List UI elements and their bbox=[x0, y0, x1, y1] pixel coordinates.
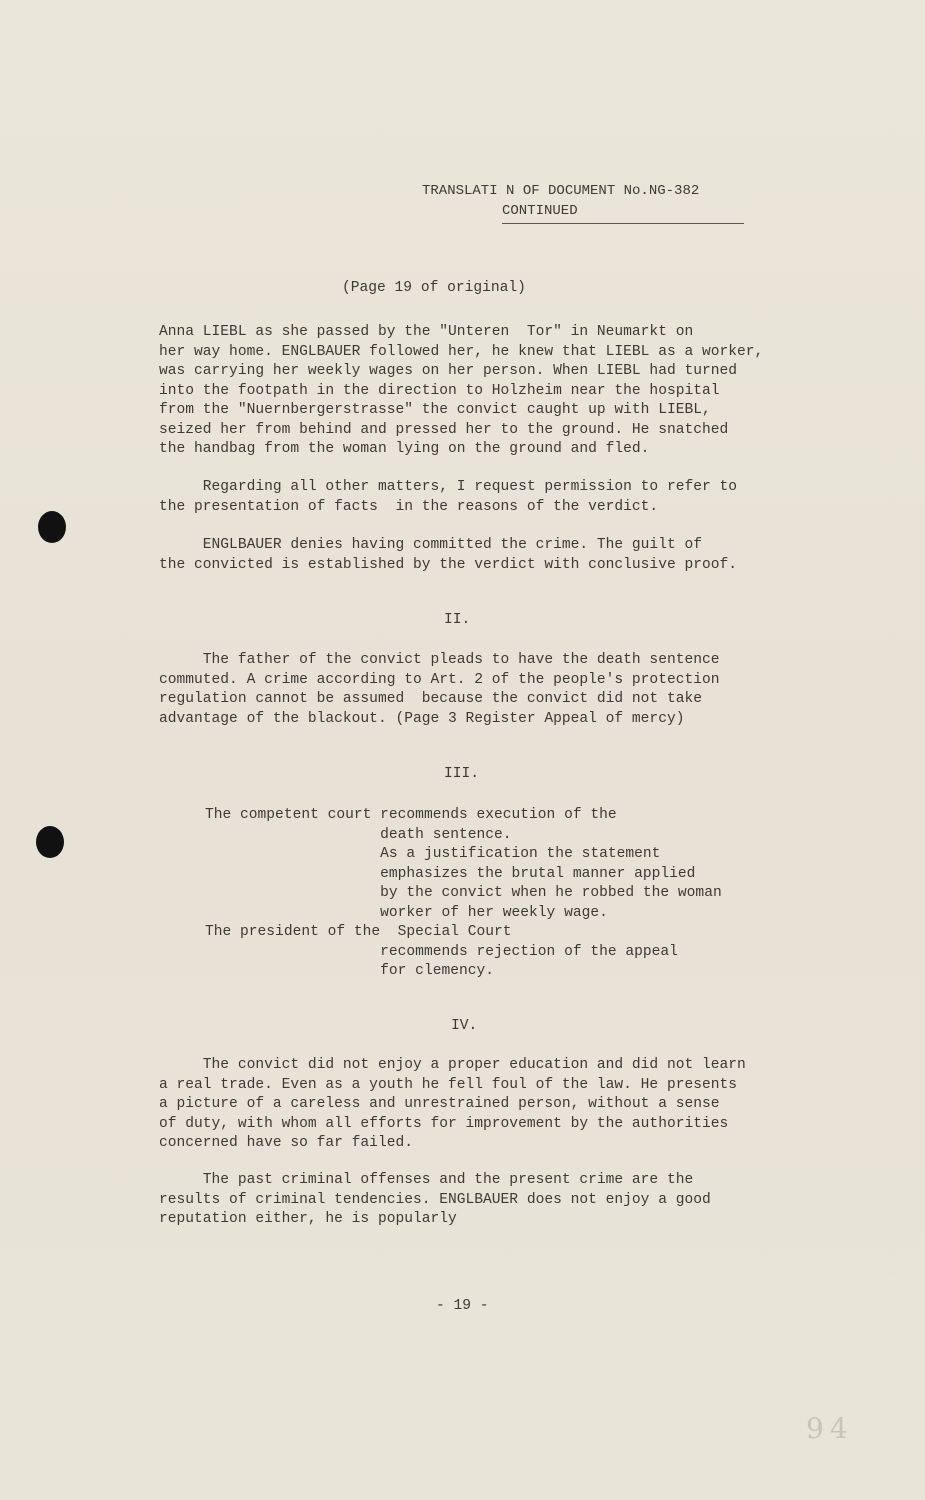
text-line: worker of her weekly wage. bbox=[205, 904, 608, 921]
text-line: Regarding all other matters, I request permission to refer to bbox=[159, 479, 738, 495]
text-line: The convict did not enjoy a proper education and did not learn bbox=[159, 1057, 746, 1073]
text-line: of duty, with whom all efforts for improvement by the authorities bbox=[159, 1115, 729, 1132]
text-line: The father of the convict pleads to have the death sentence bbox=[159, 652, 720, 668]
text-line: recommends rejection of the appeal bbox=[205, 943, 678, 960]
text-line: reputation either, he is popularly bbox=[159, 1211, 457, 1227]
paragraph-other-matters bbox=[159, 478, 737, 517]
paragraph-robbery-account bbox=[159, 323, 763, 460]
text-line: her way home. ENGLBAUER followed her, he knew that LIEBL as a worker, bbox=[159, 343, 764, 360]
paragraph-convict-background bbox=[159, 1056, 746, 1154]
paragraph-court-recommendations bbox=[205, 806, 722, 982]
paragraph-father-plea bbox=[159, 651, 720, 729]
text-line: the handbag from the woman lying on the ground and fled. bbox=[159, 441, 650, 457]
punch-hole-upper bbox=[38, 511, 66, 543]
handwritten-page-note: 94 bbox=[806, 1412, 854, 1445]
text-line: the presentation of facts in the reasons of the verdict. bbox=[159, 498, 659, 515]
text-line: from the "Nuernbergerstrasse" the convict caught up with LIEBL, bbox=[159, 402, 711, 418]
text-line: a picture of a careless and unrestrained person, without a sense bbox=[159, 1096, 720, 1112]
text-line: Anna LIEBL as she passed by the "Unteren Tor" in Neumarkt on bbox=[159, 324, 694, 340]
text-line: results of criminal tendencies. ENGLBAUER does not enjoy a good bbox=[159, 1191, 711, 1208]
text-line: advantage of the blackout. (Page 3 Register Appeal of mercy) bbox=[159, 710, 685, 727]
paragraph-denial bbox=[159, 536, 737, 575]
punch-hole-lower bbox=[36, 826, 64, 858]
original-page-marker: (Page 19 of original) bbox=[342, 280, 526, 296]
text-line: the convicted is established by the verdict with conclusive proof. bbox=[159, 556, 738, 573]
document-header bbox=[422, 181, 744, 224]
text-line: commuted. A crime according to Art. 2 of the people's protection bbox=[159, 671, 720, 688]
text-line: The past criminal offenses and the present crime are the bbox=[159, 1172, 694, 1188]
section-numeral-iii: III. bbox=[444, 766, 480, 782]
section-numeral-ii: II. bbox=[444, 612, 471, 628]
header-continued: CONTINUED bbox=[502, 201, 744, 224]
text-line: for clemency. bbox=[205, 963, 495, 979]
text-line: concerned have so far failed. bbox=[159, 1135, 413, 1151]
text-line: was carrying her weekly wages on her person. When LIEBL had turned bbox=[159, 363, 738, 379]
header-title: TRANSLATI N OF DOCUMENT No.NG-382 bbox=[422, 183, 700, 199]
text-line: emphasizes the brutal manner applied bbox=[205, 865, 696, 882]
text-line: by the convict when he robbed the woman bbox=[205, 885, 722, 901]
text-line: ENGLBAUER denies having committed the crime. The guilt of bbox=[159, 537, 702, 553]
text-line: into the footpath in the direction to Holzheim near the hospital bbox=[159, 382, 720, 399]
text-line: seized her from behind and pressed her to the ground. He snatched bbox=[159, 421, 729, 438]
footer-page-number: - 19 - bbox=[436, 1298, 489, 1314]
text-line: The competent court recommends execution of the bbox=[205, 807, 617, 823]
text-line: death sentence. bbox=[205, 826, 512, 843]
text-line: a real trade. Even as a youth he fell foul of the law. He presents bbox=[159, 1076, 738, 1093]
text-line: regulation cannot be assumed because the convict did not take bbox=[159, 691, 702, 707]
section-numeral-iv: IV. bbox=[451, 1018, 478, 1034]
paragraph-criminal-tendencies bbox=[159, 1171, 711, 1230]
text-line: The president of the Special Court bbox=[205, 924, 512, 940]
text-line: As a justification the statement bbox=[205, 846, 661, 862]
